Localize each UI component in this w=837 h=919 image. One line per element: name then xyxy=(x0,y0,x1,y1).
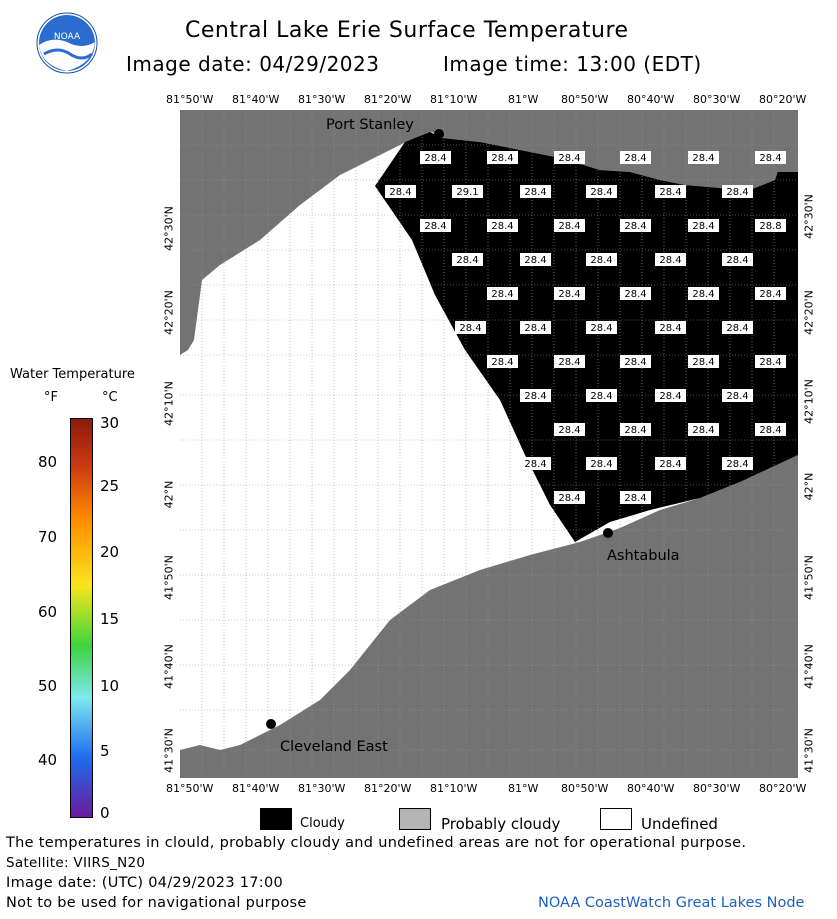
legend-unit-f: °F xyxy=(44,390,58,405)
cleveland-east-marker xyxy=(266,719,276,729)
lon-tick: 80°30'W xyxy=(693,782,741,795)
lat-tick: 42°N xyxy=(162,480,176,509)
legend-unit-c: °C xyxy=(102,390,118,405)
temp-label: 28.4 xyxy=(590,459,613,470)
temp-label: 28.4 xyxy=(659,459,682,470)
cloudy-label: Cloudy xyxy=(300,816,345,831)
map-area xyxy=(180,110,798,778)
temp-label: 28.8 xyxy=(759,221,782,232)
temp-label: 29.1 xyxy=(456,187,479,198)
map-svg xyxy=(180,110,798,778)
color-bar xyxy=(70,418,93,818)
temp-label: 28.4 xyxy=(659,187,682,198)
c-tick: 20 xyxy=(100,543,120,561)
temp-label: 28.4 xyxy=(726,459,749,470)
temp-label: 28.4 xyxy=(491,289,514,300)
lon-tick: 80°30'W xyxy=(693,93,741,106)
image-date: Image date: 04/29/2023 xyxy=(126,52,380,76)
temp-label: 28.4 xyxy=(624,425,647,436)
lon-tick: 80°40'W xyxy=(627,782,675,795)
footer-note: The temperatures in clould, probably cloudy and undefined areas are not for operational purpose. xyxy=(6,835,747,851)
temp-label: 28.4 xyxy=(624,289,647,300)
temp-label: 28.4 xyxy=(491,153,514,164)
lat-tick: 41°40'N xyxy=(802,644,816,689)
temp-label: 28.4 xyxy=(424,221,447,232)
lon-tick: 81°30'W xyxy=(298,782,346,795)
lat-tick: 41°30'N xyxy=(802,728,816,773)
lon-tick: 81°W xyxy=(508,93,539,106)
temp-label: 28.4 xyxy=(524,187,547,198)
temp-label: 28.4 xyxy=(590,187,613,198)
lat-tick: 42°N xyxy=(802,472,816,501)
lon-tick: 81°30'W xyxy=(298,93,346,106)
undefined-swatch xyxy=(600,808,632,830)
temp-label: 28.4 xyxy=(726,323,749,334)
temp-label: 28.4 xyxy=(389,187,412,198)
temp-label: 28.4 xyxy=(491,357,514,368)
temp-label: 28.4 xyxy=(424,153,447,164)
temp-label: 28.4 xyxy=(692,221,715,232)
temp-label: 28.4 xyxy=(624,357,647,368)
lon-tick: 81°50'W xyxy=(166,782,214,795)
f-tick: 40 xyxy=(38,751,58,769)
lon-tick: 81°W xyxy=(508,782,539,795)
lon-tick: 81°10'W xyxy=(430,93,478,106)
f-tick: 50 xyxy=(38,677,58,695)
temp-label: 28.4 xyxy=(590,391,613,402)
footer-utc-date: Image date: (UTC) 04/29/2023 17:00 xyxy=(6,875,284,891)
port-stanley-marker xyxy=(434,129,444,139)
c-tick: 25 xyxy=(100,477,120,495)
temp-label: 28.4 xyxy=(759,425,782,436)
temp-label: 28.4 xyxy=(524,391,547,402)
c-tick: 10 xyxy=(100,677,120,695)
lon-tick: 80°40'W xyxy=(627,93,675,106)
lon-tick: 81°10'W xyxy=(430,782,478,795)
temp-label: 28.4 xyxy=(692,425,715,436)
temp-label: 28.4 xyxy=(692,357,715,368)
lon-tick: 81°40'W xyxy=(232,93,280,106)
footer-satellite: Satellite: VIIRS_N20 xyxy=(6,855,146,871)
temp-label: 28.4 xyxy=(558,289,581,300)
f-tick: 80 xyxy=(38,453,58,471)
noaa-logo xyxy=(36,12,98,74)
lon-tick: 80°50'W xyxy=(561,782,609,795)
lat-tick: 42°30'N xyxy=(802,194,816,239)
lon-tick: 81°20'W xyxy=(364,93,412,106)
temp-label: 28.4 xyxy=(659,323,682,334)
temp-label: 28.4 xyxy=(659,255,682,266)
undefined-label: Undefined xyxy=(641,815,718,833)
probably-cloudy-label: Probably cloudy xyxy=(441,815,561,833)
lon-tick: 81°40'W xyxy=(232,782,280,795)
temp-label: 28.4 xyxy=(524,323,547,334)
temp-label: 28.4 xyxy=(759,289,782,300)
temp-label: 28.4 xyxy=(456,255,479,266)
legend-title: Water Temperature xyxy=(10,367,135,382)
lon-tick: 81°50'W xyxy=(166,93,214,106)
temp-label: 28.4 xyxy=(692,153,715,164)
lat-tick: 41°50'N xyxy=(802,555,816,600)
temp-label: 28.4 xyxy=(459,323,482,334)
temp-label: 28.4 xyxy=(759,153,782,164)
cloudy-swatch xyxy=(260,808,292,830)
temp-label: 28.4 xyxy=(558,357,581,368)
temp-label: 28.4 xyxy=(524,459,547,470)
temp-label: 28.4 xyxy=(558,425,581,436)
temp-label: 28.4 xyxy=(624,493,647,504)
footer-nav-warning: Not to be used for navigational purpose xyxy=(6,895,307,911)
cleveland-east-label: Cleveland East xyxy=(280,739,388,755)
temp-label: 28.4 xyxy=(590,255,613,266)
lat-tick: 41°50'N xyxy=(162,555,176,600)
temp-label: 28.4 xyxy=(692,289,715,300)
lat-tick: 42°10'N xyxy=(162,381,176,426)
temp-label: 28.4 xyxy=(759,357,782,368)
land-notch xyxy=(755,110,798,152)
lat-tick: 41°40'N xyxy=(162,644,176,689)
probably-cloudy-swatch xyxy=(399,808,431,830)
temp-label: 28.4 xyxy=(558,221,581,232)
temp-label: 28.4 xyxy=(558,493,581,504)
temp-label: 28.4 xyxy=(726,187,749,198)
lon-tick: 80°50'W xyxy=(561,93,609,106)
c-tick: 0 xyxy=(100,804,110,822)
lon-tick: 80°20'W xyxy=(759,782,807,795)
temp-label: 28.4 xyxy=(558,153,581,164)
lat-tick: 42°10'N xyxy=(802,379,816,424)
temp-label: 28.4 xyxy=(590,323,613,334)
lat-tick: 42°20'N xyxy=(162,290,176,335)
c-tick: 30 xyxy=(100,414,120,432)
temp-label: 28.4 xyxy=(726,391,749,402)
f-tick: 60 xyxy=(38,603,58,621)
c-tick: 15 xyxy=(100,610,120,628)
image-time: Image time: 13:00 (EDT) xyxy=(443,52,702,76)
ashtabula-label: Ashtabula xyxy=(607,548,680,564)
lat-tick: 42°30'N xyxy=(162,206,176,251)
temp-label: 28.4 xyxy=(524,255,547,266)
logo-text: NOAA xyxy=(53,32,81,42)
port-stanley-label: Port Stanley xyxy=(326,117,414,133)
lat-tick: 42°20'N xyxy=(802,290,816,335)
c-tick: 5 xyxy=(100,742,110,760)
temp-label: 28.4 xyxy=(491,221,514,232)
temp-label: 28.4 xyxy=(624,221,647,232)
f-tick: 70 xyxy=(38,528,58,546)
lat-tick: 41°30'N xyxy=(162,728,176,773)
lon-tick: 80°20'W xyxy=(759,93,807,106)
footer-credit: NOAA CoastWatch Great Lakes Node xyxy=(538,895,805,911)
lon-tick: 81°20'W xyxy=(364,782,412,795)
temp-label: 28.4 xyxy=(624,153,647,164)
temp-label: 28.4 xyxy=(726,255,749,266)
temp-label: 28.4 xyxy=(659,391,682,402)
map-title: Central Lake Erie Surface Temperature xyxy=(185,18,629,43)
ashtabula-marker xyxy=(603,528,613,538)
